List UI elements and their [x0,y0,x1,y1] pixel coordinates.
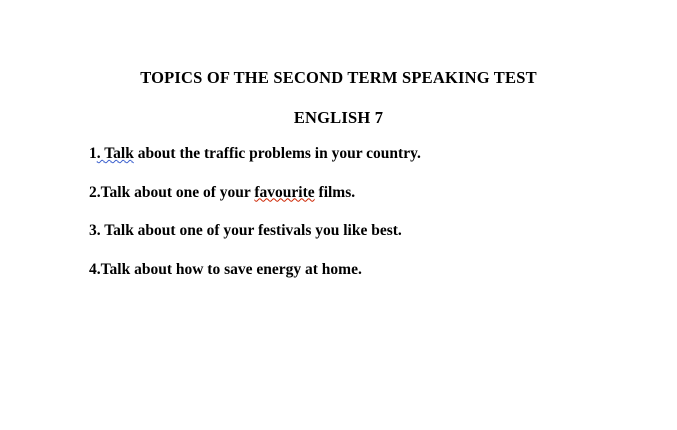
list-item [89,262,649,278]
topic-text-pre: 4.Talk about how to save energy at home. [89,260,362,278]
page-title: TOPICS OF THE SECOND TERM SPEAKING TEST [140,68,537,87]
list-item [89,185,649,201]
list-item [89,223,649,239]
topic-text-post: films. [314,183,356,201]
topic-text-post: about the traffic problems in your country. [133,145,421,162]
topic-text-marked: . Talk [96,145,134,162]
topic-text-marked: favourite [254,183,315,201]
page-subtitle: ENGLISH 7 [293,108,384,127]
topic-text-pre: 3. Talk about one of your festivals you like best. [89,222,402,239]
topic-text-pre: 2.Talk about one of your [89,183,255,201]
topics-list [89,146,649,300]
list-item [89,146,649,162]
topic-text-pre: 1 [89,145,97,162]
